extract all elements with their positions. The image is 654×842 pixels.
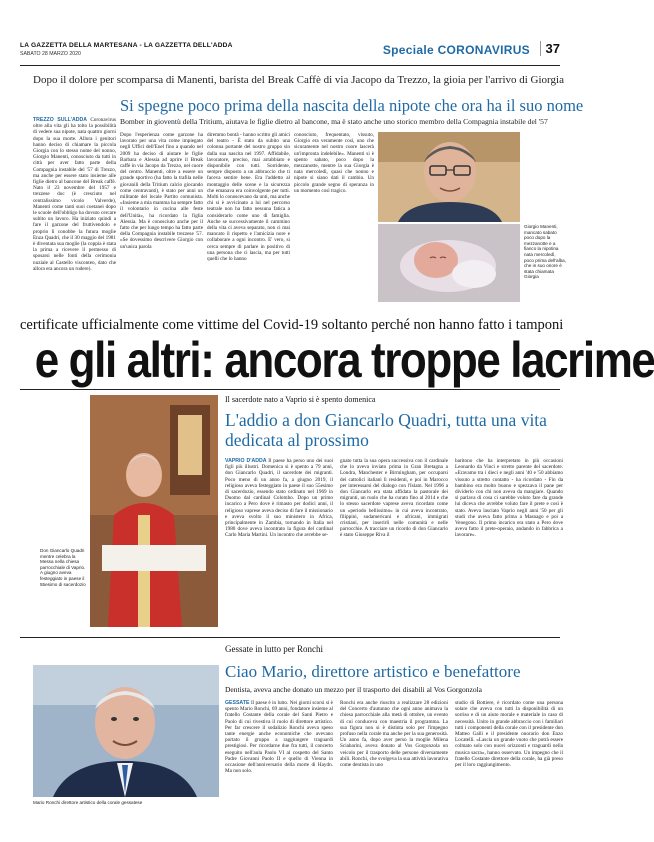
article1-subhead: Bomber in gioventù della Tritium, aiutava le figlie dietro al bancone, ma è stato anche uno storico membro della Compagnia instabile del '57	[120, 117, 548, 126]
article1-text-1: Coronavirus oltre alla vita gli ha tolto la possibilità di vedere sua nipote, nata quattro giorni dopo la sua morte. Allora i genitori hanno deciso di chiamare la piccola Giorgia con lo stesso nome del nonno, Giorgio Manenti, conosciuto da tutti in città per aver fatto parte della Compagnia instabile del '57 di Trezzo, ma anche per essere stato insieme alle figlie dietro al bancone del Break caffè. Nato il 23 novembre del 1957 e trezzese doc (è cresciuto nel centralissimo vicolo Valverde), Manenti come tanti suoi coetanei dopo le scuole dell'obbligo ha dovuto cercare subito un lavoro. Ha iniziato quindi a fare il garzone del fruttivendolo e proprio lì conobbe la futura moglie Enza Quadri, che il 30 maggio del 1981 è diventata sua moglie (la coppia è stata la prima a ricevere il permesso di sposarsi nelle fonti della cerimonia nuziale al Castello visconteo, dato che allora era ancora un rudere).	[33, 117, 116, 272]
article3-column-3	[455, 700, 563, 818]
newborn-illustration	[378, 224, 520, 302]
article2-kicker: Il sacerdote nato a Vaprio si è spento domenica	[225, 395, 376, 404]
article3-column-1	[225, 700, 333, 818]
article2-dateline: VAPRIO D'ADDA	[225, 458, 269, 464]
article3-kicker: Gessate in lutto per Ronchi	[225, 644, 323, 654]
main-headline: e gli altri: ancora troppe lacrime	[34, 332, 654, 388]
article1-text-4: conosciuto, frequentato, vissuto, Giorgio era veramente così, uno che sicuramente nel nostro cuore lascerà un'impronta indelebile». Manenti si è spento sabato, poco dopo la mezzanotte, mentre la sua Giorgia è nata mercoledì, quasi che nonno e nipote si siano dati il cambio. Un piccolo grande segno di speranza in un momento così tragico.	[294, 132, 374, 194]
page-number: 37	[540, 41, 560, 56]
article2-caption: Don Giancarlo Quadri mentre celebra la Messa nella chiesa parrocchiale di Vaprio. A giugno aveva festeggiato in paese il 55esimo di sacerdozio	[40, 548, 86, 587]
article3-photo-ronchi	[33, 665, 219, 797]
article2-column-2	[340, 458, 448, 630]
page-header	[20, 40, 560, 66]
priest-illustration	[90, 395, 218, 627]
article1-photo-grandfather	[378, 132, 520, 222]
article3-text-1: Il paese è in lutto. Nei giorni scorsi si è spento Mario Ronchi, 69 anni, fondatore insieme al fratello Costante della corale del Santi Pietro e Paolo di cui rivestiva il ruolo di direttore artistico. Per far crescere il sodalizio Ronchi aveva speso tante energie anche economiche che avevano portato il gruppo a raggiungere traguardi prestigiosi. Per ricordarne due fra tutti, il concerto eseguito nell'aula Paolo VI al cospetto del Santo Padre Giovanni Paolo II e quello di Vienna in occasione dell'anniversario della morte di Haydn. Ma non solo.	[225, 700, 333, 775]
article3-text-3: studio di Bottiere, è ricordato come una persona solare che aveva con tutti la disponibilità di un sorriso e di un aiuto morale e materiale in caso di necessità. Unito in grande abbraccio con i familiari tutti i componenti della corale con il presidente don Matteo Galli e il presidente onorario don Enzo Locatelli. «Lascia un grande vuoto che potrà essere colmato solo con nuovi orizzonti e traguardi nella musica sacra», hanno osservato. Un impegno che il fratello Costante direttore della corale, ha già preso per il loro raggiungimento.	[455, 700, 563, 769]
article1-photo-newborn	[378, 224, 520, 302]
article2-photo-priest	[90, 395, 218, 627]
article1-column-4	[294, 132, 374, 302]
article2-column-3	[455, 458, 563, 630]
article3-caption: Mario Ronchi direttore artistico della corale gessatese	[33, 800, 143, 805]
article3-column-2	[340, 700, 448, 818]
article1-caption: Giorgio Manenti, mancato sabato poco dopo la mezzanotte e a fianco la nipotina nata mercoledì, poco prima dell'alba, che in suo onore è stata chiamata Giorgia	[524, 224, 566, 280]
article1-column-2	[120, 132, 203, 302]
article3-subhead: Dentista, aveva anche donato un mezzo per il trasporto dei disabili al Vos Gorgonzola	[225, 685, 483, 694]
article2-text-2: gnato tutta la sua opera successiva con il cardinale che lo aveva inviato prima in Gran Bretagna a Londra, Manchester e Birmingham, per occuparsi dei cattolici italiani lì residenti, e poi in Marocco per interessarsi del dialogo con l'Islam. Nel 1996 a don Giancarlo era stata affidata la pastorale dei migranti, un ruolo che ha curato fino al 2014 e che lo stesso sacerdote vaprese aveva ricordato come un «periodo bellissimo» in cui aveva incontrato, filippini, sudamericani e africani, immigrati cristiani, per inserirli nelle comunità e nelle parrocchie. A tracciare un ricordo di don Giancarlo è stato Giuseppe Riva il	[340, 458, 448, 539]
article3-headline: Ciao Mario, direttore artistico e benefattore	[225, 662, 521, 681]
article2-headline: L'addio a don Giancarlo Quadri, tutta una vita dedicata al prossimo	[225, 410, 547, 450]
section-title: Speciale CORONAVIRUS	[382, 43, 530, 57]
article1-headline: Si spegne poco prima della nascita della nipote che ora ha il suo nome	[120, 96, 584, 115]
masthead: LA GAZZETTA DELLA MARTESANA - LA GAZZETTA DELL'ADDA	[20, 42, 233, 49]
main-kicker: certificate ufficialmente come vittime del Covid-19 soltanto perché non hanno fatto i tamponi	[20, 317, 564, 333]
issue-date: SABATO 28 MARZO 2020	[20, 51, 81, 57]
ronchi-illustration	[33, 665, 219, 797]
article1-kicker: Dopo il dolore per scomparsa di Manenti, barista del Break Caffè di via Jacopo da Trezzo, la gioia per l'arrivo di Giorgia	[33, 74, 564, 86]
article2-column-1	[225, 458, 333, 630]
article1-text-3: diremmo bontà - hanno scritto gli amici del teatro - È stato da subito una colonna portante del nostro gruppo sin dalla sua nascita nel 1997. Affidabile, lavoratore, preciso, mai arrabbiato e disponibile con tutti. Sorridente, sempre disposto a un abbraccio che ti faceva sentire bene. Era l'addetto al montaggio delle scene e la sicurezza che emanava era coinvolgente per tutti. Molti lo conoscevano da unti, ma anche chi si è avvicinato a lui nel percorso teatrale non ha fatto nessuna fatica a considerarlo come uno di famiglia. Anche se successivamente il cammino della vita ci aveva separato, non ci mai mancato il rispetto e l'amicizia nore e collaborare a ogni incontro. E' vero, si cerca sempre di parlare in positivo di una persona che ci lascia, ma per tutti quelli che lo hanno	[207, 132, 290, 263]
article2-text-3: baritono che ha interpretato in più occasioni Leonardo da Vinci e stretto parente del sacerdote. «Eravamo tra i dieci e negli anni '40 e '50 abbiamo vissuto a stretto contatto - ha ricordato - Fin da bambino era molto buono e spezzava il pane per dividerlo con chi non aveva da mangiare. Quando si parlava di cosa ci sarebbe voluto fare da grande lui diceva che avrebbe voluto fare il prete e così è stato. Aveva lasciato Vaprio negli anni '50 per gli studi che aveva fatto prima a Masnago e poi a Venegono. Il primo incarico era stato a Pero dove aveva fatto il prete-operaio, andando in fabbrica a lavorare».	[455, 458, 563, 539]
divider-article3	[20, 637, 560, 638]
article1-column-1	[33, 117, 116, 302]
article1-text-2: Dopo l'esperienza come garzone ha lavorato per una vita come impiegato negli Uffici dell'Enel fino a quando nel 2009 ha deciso di aiutare le figlie Barbara e Alessia ad aprire il Break caffè in via Jacopo da Trezzo, nel cuore del centro. Manenti, oltre a essere un grande sportivo (ha fatto la trafila nelle giovanili della Tritium calcio giocando come centravanti), è stato per anni un militante del locale Partito comunista. «Insieme a mia mamma ha sempre fatto il volontario in cucina alle feste dell'Unità», ha ricordato la figlia Alessia. Ma è conosciuto anche per il fatto che per lungo tempo ha fatto parte della Compagnia instabile trezzese '57. «Se dovessimo descrivere Giorgio con un'unica parola	[120, 132, 203, 250]
article3-text-2: Ronchi era anche riuscito a realizzare 28 edizioni del Concerto d'autunno che ogni anno animava la chiesa parrocchiale alla metà di ottobre, un evento di cui conduceva con maestria il programma. La sua figura non si è distinta solo per l'impegno profuso nella corale ma anche per la sua generosità. Un anno fa, dopo aver perso la moglie Milena Sciabarini, aveva donato al Vos Gorgonzola un veicolo per il trasporto delle persone diversamente abili. Ronchi, che svolgeva la sua attività lavorativa come dentista in uno	[340, 700, 448, 769]
article1-column-3	[207, 132, 290, 302]
divider-main	[20, 389, 560, 390]
article3-dateline: GESSATE	[225, 700, 251, 706]
article2-text-1: Il paese ha perso uno dei suoi figli più illustri. Domenica si è spento a 79 anni, don Giancarlo Quadri, il sacerdote dei migranti. Poco meno di un anno fa, a giugno 2019, il religioso aveva festeggiato in paese il suo 55esimo di sacerdozio, essendo stato ordinato nel 1969 in Duomo dal cardinal Colombo. Dopo un primo incarico a Pero dove è rimasto per dodici anni, il religioso vaprese aveva deciso di fare il missionario e aveva svolto il suo ministero in Africa, principalmente in Zambia, tornando in Italia nel 1980 dove aveva incontrato la figura del cardinal Carlo Maria Martini. Un incontro che avrebbe se-	[225, 458, 333, 539]
grandfather-illustration	[378, 132, 520, 222]
article1-dateline: TREZZO SULL'ADDA	[33, 117, 91, 123]
